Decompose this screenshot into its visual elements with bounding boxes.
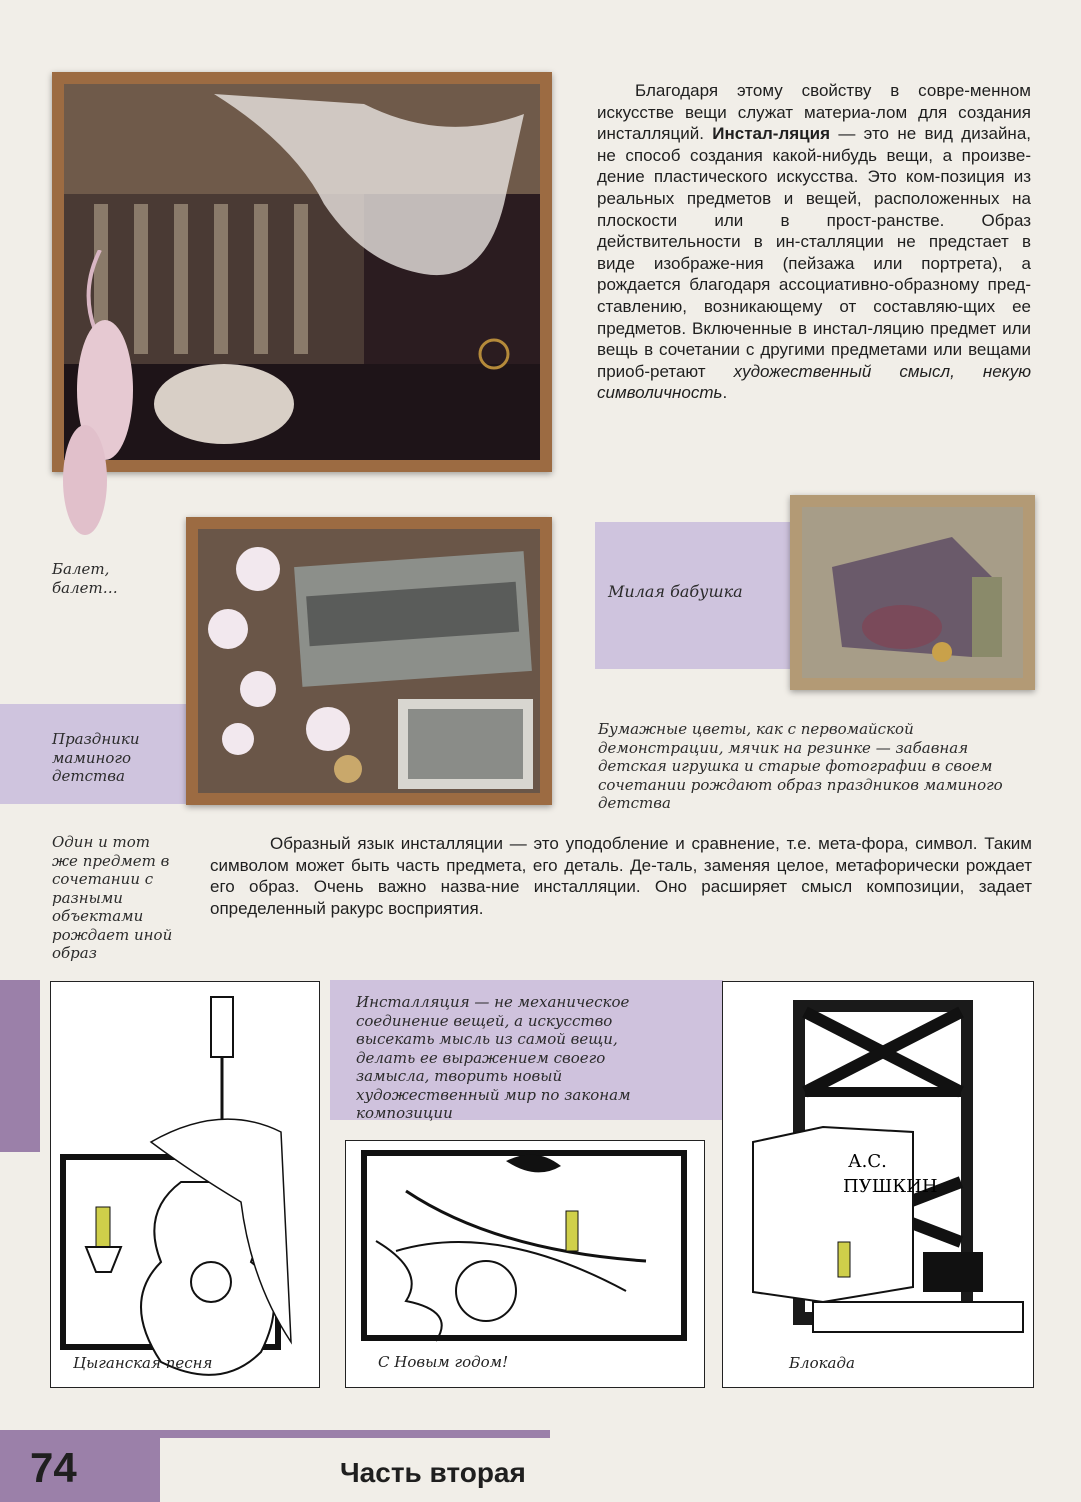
new-year-caption: С Новым годом!: [378, 1353, 509, 1371]
intro-text-middle: — это не вид дизайна, не способ создания какой-нибудь вещи, а произве-дение пластического искусства. Это ком-позиция из реальных предметов и вещей, расположенных на плоскости или в прост-ранстве. Образ действительности в ин-сталляции не предстает в виде изображе-ния (пейзажа или портрета), а рождается благодаря ассоциативно-образному пред-ставлению, возникающему от составляю-щих ее предметов. Включенные в инстал-ляцию предмет или вещь в сочетании с другими предметами или вещами приоб-ретают: [597, 124, 1032, 381]
holidays-caption: Праздники маминого детства: [52, 730, 140, 785]
blockade-drawing: [722, 981, 1034, 1388]
new-year-illustration: [346, 1141, 703, 1386]
left-accent-band: [0, 980, 40, 1152]
gypsy-song-caption: Цыганская песня: [73, 1354, 213, 1372]
page-number-background: [0, 1438, 160, 1502]
grandma-photo: [790, 495, 1035, 690]
book-title-2: ПУШКИН: [843, 1176, 938, 1197]
footer-bar: [0, 1430, 550, 1438]
part-title: Часть вторая: [340, 1457, 526, 1488]
page-number: 74: [30, 1444, 77, 1491]
same-object-caption: Один и тот же предмет в сочетании с разными объектами рождает иной образ: [52, 833, 173, 962]
ballet-shoes: [40, 250, 170, 540]
grandma-caption: Милая бабушка: [608, 582, 743, 601]
installation-term: Инстал-ляция: [712, 124, 830, 144]
intro-text-end: .: [722, 383, 728, 403]
grandma-photo-illustration: [802, 507, 1023, 678]
ballet-caption: Балет, балет…: [52, 560, 118, 597]
new-year-drawing: [345, 1140, 705, 1388]
gypsy-song-drawing: [50, 981, 320, 1388]
paper-flowers-caption: Бумажные цветы, как с первомайской демонстрации, мячик на резинке — забавная детская игрушка и старые фотографии в своем сочетании рождают образ праздников маминого детства: [598, 720, 1003, 812]
blockade-caption: Блокада: [789, 1354, 855, 1372]
holidays-photo-illustration: [198, 529, 540, 793]
intro-paragraph: [597, 80, 1031, 404]
intro-text-start: Благодаря этому свойству в совре-менном искусстве вещи служат материа-лом для создания инсталляций.: [597, 81, 1031, 144]
guitar-illustration: [51, 982, 318, 1386]
book-title-1: А.С.: [848, 1151, 887, 1172]
installation-quote: Инсталляция — не механическое соединение вещей, а искусство высекать мысль из самой вещи, делать ее выражением своего замысла, творить новый художественный мир по законам композиции: [356, 993, 631, 1122]
intro-text-italic: художественный смысл, некую символичность: [597, 361, 1031, 403]
holidays-photo: [186, 517, 552, 805]
second-paragraph: Образный язык инсталляции — это уподобление и сравнение, т.е. мета-фора, символ. Таким символом может быть часть предмета, его деталь. Де-таль, заменяя целое, метафорически рождает его образ. Очень важно назва-ние инсталляции. Оно расширяет смысл композиции, задает определенный ракурс восприятия.: [210, 834, 1032, 918]
blockade-illustration: [723, 982, 1032, 1386]
